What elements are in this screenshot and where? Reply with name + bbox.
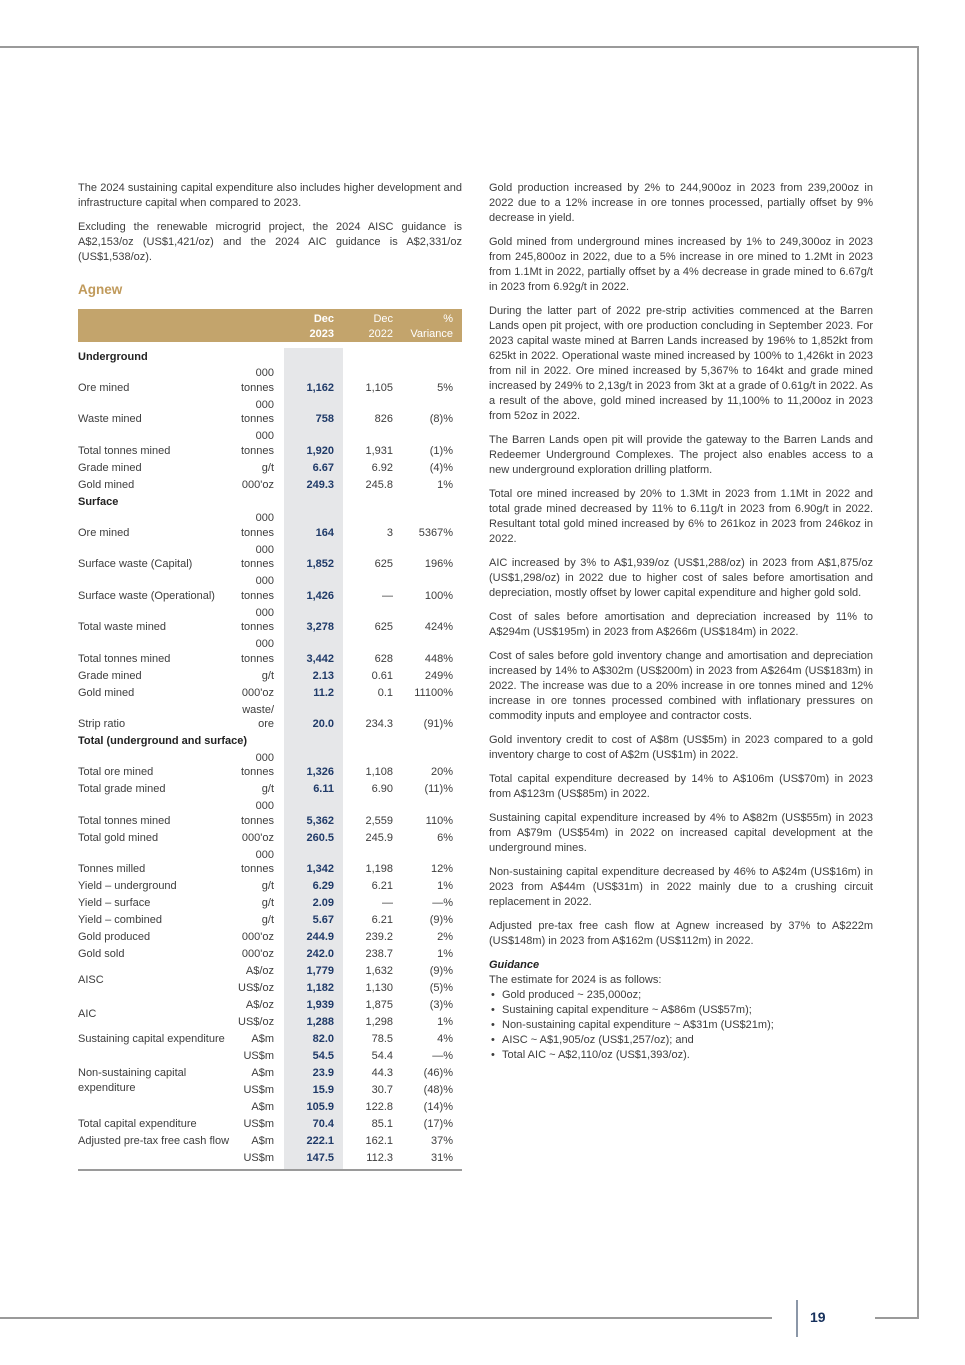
unit-cell: waste/ ore (242, 703, 274, 730)
paragraph: Non-sustaining capital expenditure decreased by 46% to A$24m (US$16m) in 2023 from A$44m (US$31m) in 2022 mainly due to a crushing circuit replacement in 2022. (489, 866, 873, 908)
variance-cell: (1)% (429, 444, 453, 457)
variance-cell: (5)% (429, 982, 453, 994)
guidance-bullet: • Total AIC ~ A$2,110/oz (US$1,393/oz). (489, 1048, 873, 1063)
guidance-bullet: • Sustaining capital expenditure ~ A$86m (US$57m); (489, 1003, 873, 1018)
variance-cell: 1% (437, 1016, 453, 1028)
row-label: Total grade mined (78, 783, 166, 795)
table-row (78, 912, 462, 929)
variance-cell: —% (432, 1050, 453, 1062)
value-2022: 1,108 (365, 766, 393, 778)
value-2022: 0.61 (371, 669, 393, 682)
value-2022: 54.4 (371, 1050, 393, 1062)
value-2023: 1,182 (284, 980, 343, 997)
value-2022: 245.9 (365, 831, 393, 844)
table-row (78, 701, 462, 733)
unit-cell: 000 tonnes (240, 398, 274, 425)
value-2022: 122.8 (365, 1101, 393, 1113)
value-2023: 6.29 (284, 878, 343, 895)
left-column (78, 181, 462, 1171)
unit-cell: 000 tonnes (240, 512, 274, 539)
page-number-divider (796, 1300, 798, 1337)
value-2023: 1,939 (284, 997, 343, 1014)
value-2022: — (382, 589, 393, 602)
variance-cell: (4)% (429, 461, 453, 474)
value-2023: 1,852 (284, 541, 343, 573)
empty-cell (343, 348, 403, 365)
row-label: Yield – underground (78, 880, 177, 892)
value-2022: 1,298 (365, 1016, 393, 1028)
unit-cell: 000 tonnes (240, 543, 274, 570)
value-2023: 244.9 (284, 929, 343, 946)
header-unit-blank (238, 309, 284, 342)
variance-cell: 448% (424, 652, 453, 665)
unit-cell: g/t (261, 783, 274, 795)
value-2022: — (382, 897, 393, 909)
unit-cell: A$m (251, 1135, 274, 1147)
highlight-cell (284, 348, 343, 365)
variance-cell: 100% (424, 589, 453, 602)
value-2022: 85.1 (371, 1118, 393, 1130)
value-2023: 3,278 (284, 604, 343, 636)
guidance-bullet: • Gold produced ~ 235,000oz; (489, 988, 873, 1003)
unit-cell: g/t (261, 669, 274, 682)
paragraph: Gold mined from underground mines increased by 1% to 249,300oz in 2023 from 245,800oz in 2022, due to a 5% increase in ore mined to 1.2Mt in 2023 from 1.1Mt in 2022, partially offset by a 4% decrease in grade mined to 6.67g/t in 2023 from 6.92g/t in 2022. (489, 236, 873, 293)
row-label: Grade mined (78, 461, 142, 474)
page-number: 19 (810, 1309, 826, 1325)
row-label: Total tonnes mined (78, 652, 171, 665)
value-2023: 222.1 (284, 1133, 343, 1150)
empty-cell (343, 493, 403, 510)
unit-cell: g/t (261, 461, 274, 474)
row-label: Surface waste (Operational) (78, 589, 215, 602)
table-row (78, 459, 462, 476)
value-2023: 5.67 (284, 912, 343, 929)
value-2022: 628 (374, 652, 393, 665)
variance-cell: 1% (437, 478, 453, 491)
unit-cell: 000 tonnes (240, 606, 274, 633)
variance-cell: 5367% (418, 526, 453, 539)
table-section-row (78, 348, 462, 365)
value-2023: 758 (284, 396, 343, 428)
value-2023: 2.13 (284, 667, 343, 684)
unit-cell: US$/oz (238, 982, 275, 994)
right-paragraphs (489, 181, 873, 949)
value-2022: 6.92 (371, 461, 393, 474)
unit-cell: 000'oz (241, 931, 274, 943)
table-row (78, 798, 462, 830)
row-label: Gold mined (78, 686, 135, 699)
variance-cell: 6% (437, 831, 453, 844)
value-2022: 44.3 (371, 1067, 393, 1079)
value-2023: 1,779 (284, 963, 343, 980)
table-row (78, 573, 462, 605)
value-2022: 0.1 (377, 686, 393, 699)
table-row (78, 365, 462, 397)
value-2023: 1,288 (284, 1014, 343, 1031)
row-label: Surface waste (Capital) (78, 558, 193, 570)
value-2022: 625 (374, 558, 393, 570)
guidance-bullet: • Non-sustaining capital expenditure ~ A$31m (US$21m); (489, 1018, 873, 1033)
unit-cell: A$/oz (245, 999, 274, 1011)
unit-cell: 000 tonnes (240, 638, 274, 665)
unit-cell: US$m (243, 1084, 274, 1096)
table-row (78, 929, 462, 946)
variance-cell: 12% (430, 863, 453, 875)
paragraph: Gold inventory credit to cost of A$8m (US$5m) in 2023 compared to a gold inventory charge to cost of A$2m (US$1m) in 2022. (489, 734, 873, 761)
table-row (78, 997, 462, 1014)
value-2022: 2,559 (365, 814, 393, 827)
paragraph: Sustaining capital expenditure increased by 4% to A$82m (US$55m) in 2023 from A$79m (US$54m) in 2022 on increased capital development at the underground mines. (489, 812, 873, 854)
value-2023: 6.11 (284, 781, 343, 798)
row-label: Yield – combined (78, 914, 162, 926)
value-2022: 1,875 (365, 999, 393, 1011)
value-2022: 826 (374, 413, 393, 425)
header-dec-2023: Dec 2023 (284, 309, 343, 342)
empty-cell (403, 493, 462, 510)
variance-cell: (8)% (429, 413, 453, 425)
table-row (78, 846, 462, 878)
variance-cell: (48)% (423, 1084, 453, 1096)
value-2023: 1,326 (284, 749, 343, 781)
variance-cell: (9)% (429, 914, 453, 926)
value-2022: 30.7 (371, 1084, 393, 1096)
variance-cell: 37% (430, 1135, 453, 1147)
unit-cell: US$m (243, 1118, 274, 1130)
unit-cell: g/t (261, 897, 274, 909)
variance-cell: 20% (430, 766, 453, 778)
paragraph: Total ore mined increased by 20% to 1.3Mt in 2023 from 1.1Mt in 2022 and total grade mined decreased by 11% to 6.11g/t in 2023 from 6.90g/t in 2022. Resultant total gold mined increased by 6% to 261koz in 2023 from 246koz in 2022. (489, 488, 873, 545)
header-variance: % Variance (403, 309, 462, 342)
value-2022: 239.2 (365, 931, 393, 943)
section-label: Underground (78, 350, 148, 363)
paragraph: AIC increased by 3% to A$1,939/oz (US$1,288/oz) in 2023 from A$1,875/oz (US$1,298/oz) in 2022 due to higher cost of sales before amortisation and depreciation, mostly offset by lower capital expenditure and higher gold sold. (489, 557, 873, 599)
table-row (78, 946, 462, 963)
unit-cell: g/t (261, 914, 274, 926)
value-2023: 249.3 (284, 476, 343, 493)
value-2022: 6.21 (371, 914, 393, 926)
page-frame-bottom-rule-right (875, 1317, 919, 1319)
variance-cell: 196% (424, 558, 453, 570)
unit-cell: g/t (261, 880, 274, 892)
unit-cell: 000 tonnes (240, 751, 274, 778)
value-2023: 11.2 (284, 684, 343, 701)
unit-cell: A$m (251, 1033, 274, 1045)
variance-cell: 5% (437, 381, 453, 394)
value-2022: 1,105 (365, 381, 393, 394)
section-title-agnew: Agnew (78, 282, 123, 297)
table-row (78, 636, 462, 668)
variance-cell: (14)% (423, 1101, 453, 1113)
table-section-row (78, 493, 462, 510)
row-label: Total tonnes mined (78, 444, 171, 457)
row-label: AIC (78, 1007, 97, 1020)
row-label: Total capital expenditure (78, 1118, 197, 1130)
paragraph: Total capital expenditure decreased by 14% to A$106m (US$70m) in 2023 from A$123m (US$85m) in 2022. (489, 773, 873, 800)
table-row (78, 510, 462, 542)
paragraph: The Barren Lands open pit will provide the gateway to the Barren Lands and Redeemer Underground Complexes. The project also enables access to a new underground exploration drilling platform. (489, 434, 873, 476)
row-label: Adjusted pre-tax free cash flow (78, 1133, 238, 1170)
value-2023: 15.9 (284, 1082, 343, 1099)
header-blank (78, 309, 238, 342)
unit-cell: 000'oz (241, 831, 274, 844)
row-label: Gold produced (78, 931, 151, 943)
variance-cell: (46)% (423, 1067, 453, 1079)
unit-cell: 000'oz (241, 478, 274, 491)
variance-cell: 31% (403, 1150, 462, 1170)
variance-cell: 1% (437, 948, 453, 960)
value-2022: 1,632 (365, 965, 393, 977)
table-row (78, 1031, 462, 1048)
agnew-operating-table (78, 309, 462, 1171)
unit-cell: US$m (238, 1150, 284, 1170)
row-label: Ore mined (78, 381, 130, 394)
row-label: Strip ratio (78, 718, 126, 730)
value-2023: 260.5 (284, 829, 343, 846)
unit-cell: A$/oz (245, 965, 274, 977)
value-2023: 3,442 (284, 636, 343, 668)
variance-cell: (91)% (423, 718, 453, 730)
value-2023: 1,426 (284, 573, 343, 605)
header-dec-2022: Dec 2022 (343, 309, 403, 342)
unit-cell: 000'oz (241, 686, 274, 699)
value-2023: 1,162 (284, 365, 343, 397)
variance-cell: (11)% (424, 783, 453, 795)
table-row (78, 1065, 462, 1082)
variance-cell: 424% (424, 621, 453, 633)
guidance-intro: The estimate for 2024 is as follows: (489, 974, 662, 986)
value-2022: 234.3 (365, 718, 393, 730)
value-2022: 625 (374, 621, 393, 633)
row-label: Gold sold (78, 948, 125, 960)
page-frame-top-rule (0, 46, 919, 48)
unit-cell: 000 tonnes (240, 575, 274, 602)
value-2023: 147.5 (284, 1150, 343, 1170)
unit-cell: 000 tonnes (240, 430, 274, 457)
value-2023: 105.9 (284, 1099, 343, 1116)
table-row (78, 428, 462, 460)
value-2023: 164 (284, 510, 343, 542)
table-row (78, 396, 462, 428)
variance-cell: 1% (437, 880, 453, 892)
table-row (78, 667, 462, 684)
unit-cell: A$m (251, 1101, 274, 1113)
paragraph: Excluding the renewable microgrid project, the 2024 AISC guidance is A$2,153/oz (US$1,421/oz) and the 2024 AIC guidance is A$2,331/oz (US$1,538/oz). (78, 221, 462, 263)
unit-cell: 000 tonnes (240, 800, 274, 827)
variance-cell: 2% (437, 931, 453, 943)
unit-cell: 000 tonnes (240, 367, 274, 394)
variance-cell: —% (432, 897, 453, 909)
variance-cell: 249% (424, 669, 453, 682)
value-2022: 112.3 (343, 1150, 403, 1170)
variance-cell: 11100% (414, 686, 453, 699)
value-2022: 238.7 (365, 948, 393, 960)
table-row (78, 604, 462, 636)
paragraph: The 2024 sustaining capital expenditure also includes higher development and infrastructure capital when compared to 2023. (78, 182, 462, 209)
value-2023: 2.09 (284, 895, 343, 912)
value-2023: 242.0 (284, 946, 343, 963)
value-2022: 78.5 (371, 1033, 393, 1045)
section-label: Total (underground and surface) (78, 735, 248, 747)
row-label: Grade mined (78, 669, 142, 682)
table-row (78, 878, 462, 895)
value-2022: 6.21 (371, 880, 393, 892)
highlight-cell (284, 493, 343, 510)
row-label: Waste mined (78, 413, 142, 425)
empty-cell (403, 733, 462, 750)
table-row (78, 684, 462, 701)
table-row (78, 895, 462, 912)
guidance-heading: Guidance (489, 959, 540, 971)
paragraph: Gold production increased by 2% to 244,900oz in 2023 from 239,200oz in 2022 due to a 12% increase in ore tonnes processed, partially offset by 9% decrease in yield. (489, 182, 873, 224)
variance-cell: (9)% (429, 965, 453, 977)
row-label: Tonnes milled (78, 863, 146, 875)
table-row (78, 1099, 462, 1116)
row-label: Gold mined (78, 478, 135, 491)
value-2023: 70.4 (284, 1116, 343, 1133)
unit-cell: US$m (243, 1050, 274, 1062)
row-label: Non-sustaining capital expenditure (78, 1067, 187, 1094)
value-2022: 245.8 (365, 478, 393, 491)
variance-cell: 110% (425, 814, 453, 827)
paragraph: Adjusted pre-tax free cash flow at Agnew increased by 37% to A$222m (US$148m) in 2023 from A$162m (US$112m) in 2022. (489, 920, 873, 947)
row-label: Total gold mined (78, 831, 159, 844)
value-2023: 20.0 (284, 701, 343, 733)
row-label: Ore mined (78, 526, 130, 539)
table-row (78, 963, 462, 980)
value-2022: 1,931 (365, 444, 393, 457)
unit-cell: US$/oz (238, 1016, 275, 1028)
paragraph: Cost of sales before amortisation and depreciation increased by 11% to A$294m (US$195m) in 2023 from A$266m (US$184m) in 2022. (489, 611, 873, 638)
section-label: Surface (78, 495, 119, 508)
value-2023: 1,342 (284, 846, 343, 878)
guidance-bullet: • AISC ~ A$1,905/oz (US$1,257/oz); and (489, 1033, 873, 1048)
page-frame-right-rule (917, 46, 919, 1319)
table-section-row (78, 733, 462, 750)
value-2022: 1,130 (365, 982, 393, 994)
row-label: Total waste mined (78, 621, 167, 633)
row-label: Total ore mined (78, 766, 154, 778)
table-row (78, 749, 462, 781)
left-paragraphs (78, 181, 462, 265)
table-row (78, 476, 462, 493)
variance-cell: (17)% (423, 1118, 453, 1130)
guidance-list (489, 988, 873, 1063)
value-2023: 6.67 (284, 459, 343, 476)
value-2022: 6.90 (371, 783, 393, 795)
value-2022: 162.1 (365, 1135, 393, 1147)
paragraph: During the latter part of 2022 pre-strip activities commenced at the Barren Lands open pit project, with ore production concluding in September 2023. For 2023 capital waste mined at Barren Lands increased by 196% to 1,852kt from 625kt in 2022. Operational waste mined increased by 100% to 1,426kt in 2023 from nil in 2022. Ore mined increased by 5,367% to 164kt and grade mined increased by 249% to 2,13g/t in 2023 from 3kt at a grade of 0.61g/t in 2022. As a result of the above, gold mined increased by 11,100% to 11,200oz in 2023 from 52oz in 2022. (489, 305, 873, 422)
unit-cell: A$m (251, 1067, 274, 1079)
value-2023: 82.0 (284, 1031, 343, 1048)
table-row (78, 1133, 462, 1150)
variance-cell: (3)% (429, 999, 453, 1011)
table-row (78, 829, 462, 846)
row-label: Yield – surface (78, 897, 151, 909)
highlight-cell (284, 733, 343, 750)
empty-cell (403, 348, 462, 365)
unit-cell: 000 tonnes (240, 848, 274, 875)
value-2022: 3 (386, 526, 393, 539)
variance-cell: 4% (437, 1033, 453, 1045)
row-label: AISC (78, 973, 104, 986)
value-2023: 23.9 (284, 1065, 343, 1082)
value-2023: 5,362 (284, 798, 343, 830)
unit-cell: 000'oz (241, 948, 274, 960)
row-label: Total tonnes mined (78, 814, 171, 827)
right-column (489, 181, 873, 1063)
value-2023: 54.5 (284, 1048, 343, 1065)
row-label: Sustaining capital expenditure (78, 1033, 225, 1045)
value-2022: 1,198 (365, 863, 393, 875)
value-2023: 1,920 (284, 428, 343, 460)
table-header-row (78, 309, 462, 342)
table-row (78, 541, 462, 573)
empty-cell (343, 733, 403, 750)
paragraph: Cost of sales before gold inventory change and amortisation and depreciation increased by 14% to A$302m (US$200m) in 2023 from A$264m (US$183m) in 2022. The increase was due to a 20% increase in ore tonnes mined and 12% increase in ore tonnes processed combined with inflationary pressures on commodity inputs and employee and contractor costs. (489, 650, 873, 722)
page-frame-bottom-rule (0, 1317, 772, 1319)
table-row (78, 781, 462, 798)
